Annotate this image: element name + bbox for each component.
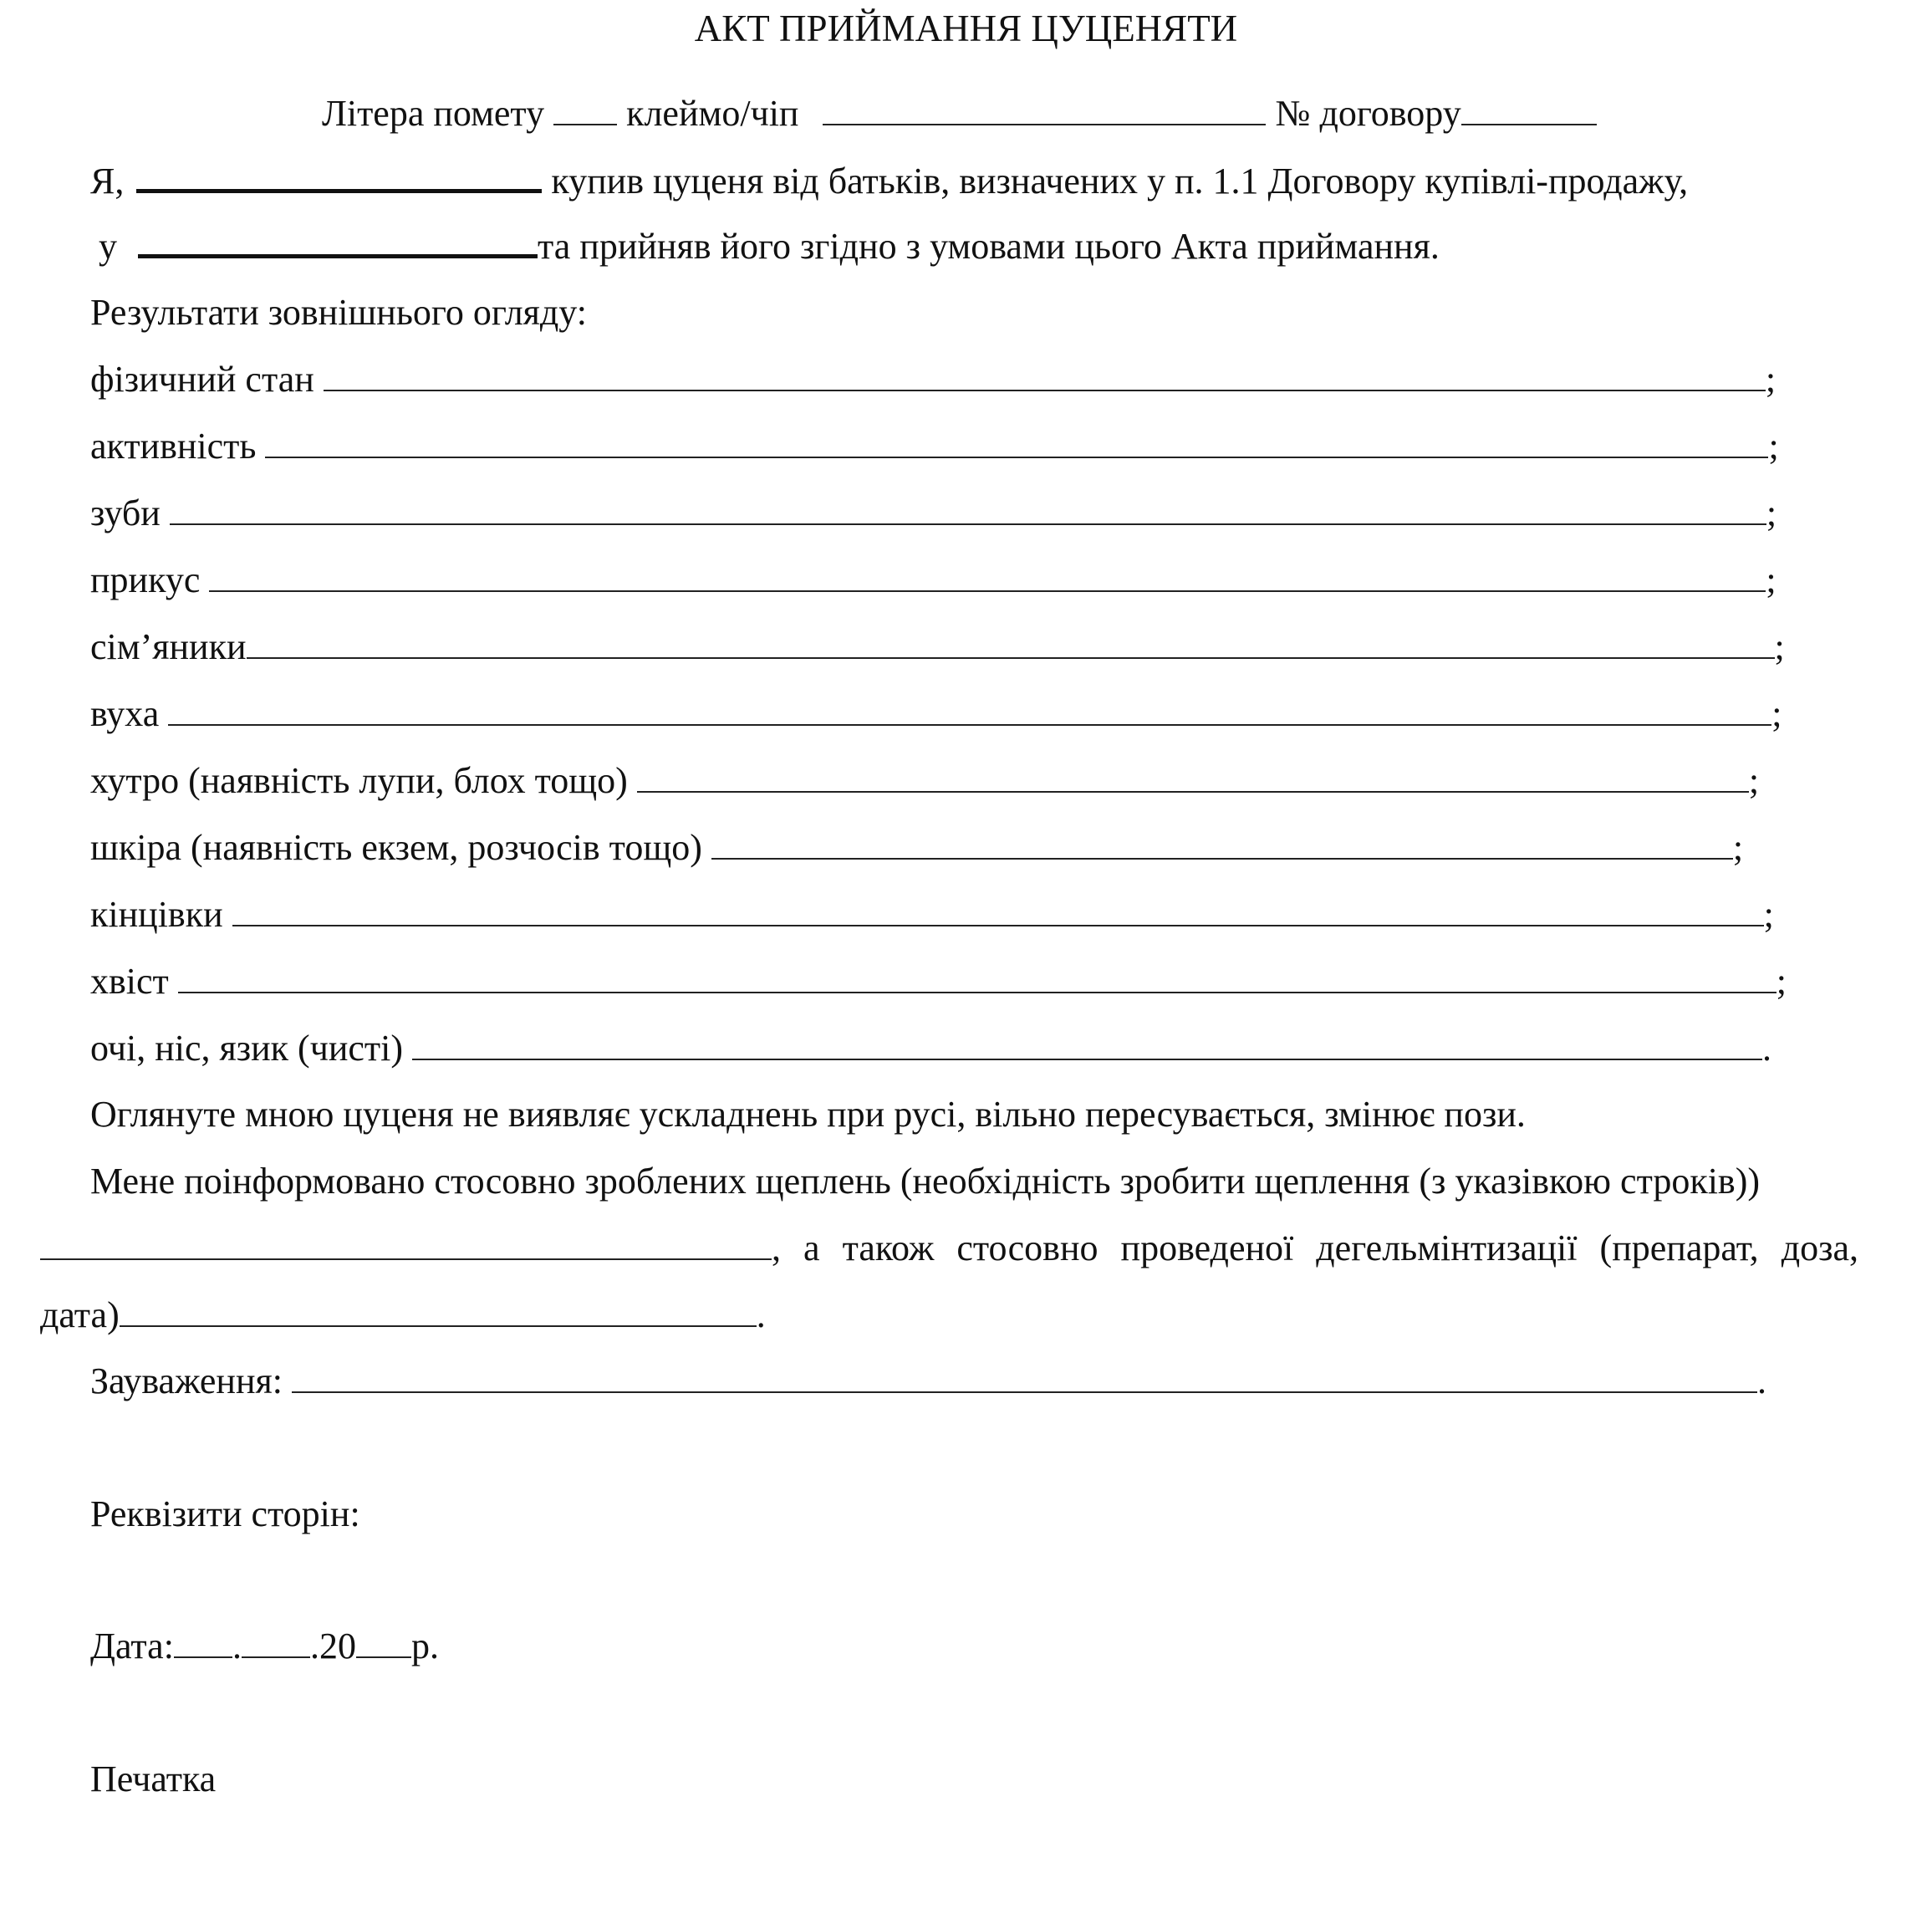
field-label: хутро (наявність лупи, блох тощо) [90, 760, 628, 801]
field-row [90, 692, 1782, 736]
field-label: шкіра (наявність екзем, розчосів тощо) [90, 827, 702, 868]
document-title: АКТ ПРИЙМАННЯ ЦУЦЕНЯТИ [694, 8, 1238, 49]
buyer-text: купив цуценя від батьків, визначених у п. 1.1 Договору купівлі-продажу, [551, 161, 1689, 202]
field-input[interactable] [412, 1028, 1762, 1060]
field-row [90, 559, 1777, 602]
field-label: прикус [90, 559, 201, 600]
field-input[interactable] [209, 560, 1766, 592]
field-end: ; [1774, 626, 1785, 667]
field-end: ; [1776, 961, 1787, 1002]
date-month-field[interactable] [242, 1626, 310, 1658]
date-row [90, 1625, 439, 1668]
field-label: зуби [90, 493, 161, 533]
field-end: ; [1732, 827, 1744, 868]
date-year-prefix: .20 [309, 1626, 356, 1666]
field-row [90, 759, 1759, 803]
seller-line [99, 224, 1440, 268]
field-row [90, 492, 1777, 535]
field-row [90, 425, 1779, 468]
vaccination-line-1 [90, 1160, 1858, 1203]
field-end: ; [1768, 426, 1779, 467]
date-sep: . [232, 1626, 242, 1666]
field-end: ; [1763, 894, 1774, 935]
seller-name-field[interactable] [138, 224, 538, 258]
field-input[interactable] [265, 426, 1768, 458]
deworming-text: , а також стосовно проведеної дегельмінтизації (препарат, доза, [772, 1227, 1858, 1268]
field-row [90, 625, 1785, 669]
field-end: ; [1771, 693, 1782, 734]
seller-text: та прийняв його згідно з умовами цього Акта приймання. [538, 226, 1440, 267]
vaccination-line-3 [40, 1294, 766, 1337]
field-end: ; [1766, 559, 1777, 600]
buyer-line [90, 159, 1688, 203]
results-heading: Результати зовнішнього огляду: [90, 292, 587, 333]
vaccination-field[interactable] [40, 1228, 772, 1260]
date-suffix: р. [410, 1626, 439, 1666]
stamp-label: Печатка [90, 1758, 217, 1799]
remarks-label: Зауваження: [90, 1360, 283, 1401]
field-row [90, 960, 1787, 1003]
field-input[interactable] [178, 962, 1777, 993]
field-end: ; [1748, 760, 1760, 801]
field-end: ; [1765, 359, 1777, 400]
vaccination-text: Мене поінформовано стосовно зроблених щеплень (необхідність зробити щеплення (з указівкою строків)) [90, 1161, 1761, 1202]
field-label: вуха [90, 693, 160, 734]
field-label: хвіст [90, 961, 169, 1002]
field-label: очі, ніс, язик (чисті) [90, 1028, 404, 1069]
seller-prefix: у [99, 226, 117, 267]
deworming-field[interactable] [120, 1295, 757, 1327]
field-end: ; [1766, 493, 1777, 533]
field-input[interactable] [637, 761, 1749, 793]
field-label: активність [90, 426, 257, 467]
litter-field[interactable] [553, 94, 617, 125]
date-label: Дата: [90, 1626, 174, 1666]
contract-label: № договору [1275, 93, 1461, 134]
movement-statement: Оглянуте мною цуценя не виявляє ускладнень при русі, вільно пересувається, змінює пози. [90, 1094, 1526, 1135]
vaccination-line-2 [40, 1227, 1858, 1270]
field-row [90, 1027, 1771, 1070]
remarks-end: . [1756, 1360, 1766, 1401]
field-end: . [1762, 1028, 1772, 1069]
litter-label: Літера помету [322, 93, 545, 134]
field-input[interactable] [247, 627, 1775, 659]
field-label: сім’яники [90, 626, 247, 667]
chip-label: клеймо/чіп [626, 93, 799, 134]
field-input[interactable] [168, 694, 1771, 726]
remarks-row [90, 1360, 1766, 1403]
requisites-heading: Реквізити сторін: [90, 1493, 360, 1534]
remarks-field[interactable] [292, 1361, 1757, 1393]
deworming-prefix: дата) [40, 1294, 120, 1335]
field-row [90, 358, 1776, 401]
field-input[interactable] [711, 828, 1733, 860]
date-day-field[interactable] [174, 1626, 232, 1658]
field-row [90, 893, 1774, 937]
buyer-name-field[interactable] [136, 159, 542, 193]
field-input[interactable] [324, 360, 1766, 391]
chip-field[interactable] [823, 94, 1266, 125]
litter-chip-contract-line [322, 92, 1597, 135]
deworming-end: . [756, 1294, 766, 1335]
field-input[interactable] [170, 493, 1766, 525]
field-label: кінцівки [90, 894, 223, 935]
buyer-prefix: Я, [90, 161, 125, 202]
date-year-field[interactable] [356, 1626, 411, 1658]
field-input[interactable] [232, 895, 1764, 926]
field-row [90, 826, 1743, 870]
contract-field[interactable] [1461, 94, 1597, 125]
field-label: фізичний стан [90, 359, 314, 400]
